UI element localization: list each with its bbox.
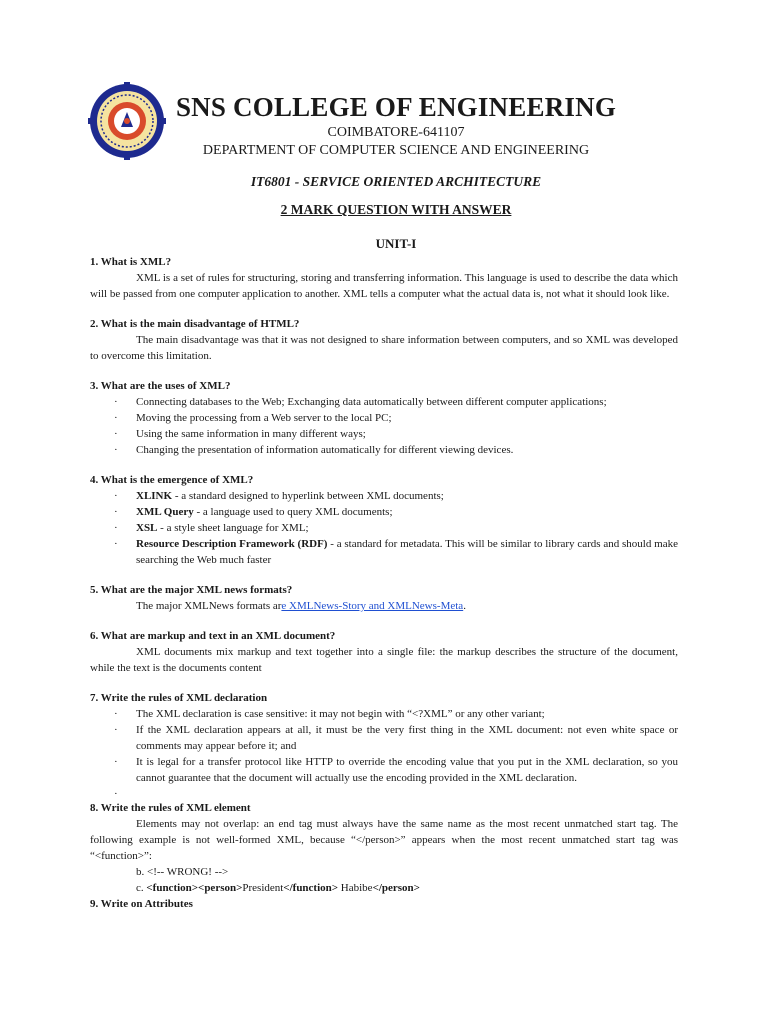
question-8: 8. Write the rules of XML element (90, 802, 251, 814)
code-tag: </function> (283, 882, 339, 894)
document-body (90, 254, 678, 912)
example-line-c (90, 880, 678, 896)
answer-2: The main disadvantage was that it was not designed to share information between computers, and so XML was developed to overcome this limitation. (90, 334, 678, 362)
list-item: · Using the same information in many different ways; (90, 426, 678, 442)
code-text: President (242, 882, 284, 894)
term: Resource Description Framework (RDF) (136, 538, 328, 550)
question-6: 6. What are markup and text in an XML document? (90, 630, 336, 642)
college-name: SNS COLLEGE OF ENGINEERING (175, 92, 617, 122)
list-item: · If the XML declaration appears at all, it must be the very first thing in the XML document: not even white space or comments may appear before it; and (90, 722, 678, 754)
answer-text: The major XMLNews formats ar (136, 600, 282, 612)
answer-3-list (90, 394, 678, 458)
code-tag: <function> (146, 882, 199, 894)
definition: - a standard for metadata. This will be similar to library cards and should make searching the Web much faster (136, 538, 678, 566)
term: XLINK (136, 490, 173, 502)
code-text: Habibe (338, 882, 373, 894)
code-text: c. (136, 882, 147, 894)
xmlnews-link[interactable]: e XMLNews-Story and XMLNews-Meta (281, 600, 464, 612)
list-item: · The XML declaration is case sensitive: it may not begin with “<?XML” or any other variant; (90, 706, 678, 722)
question-7: 7. Write the rules of XML declaration (90, 692, 268, 704)
definition: - a standard designed to hyperlink between XML documents; (172, 490, 444, 502)
definition: - a language used to query XML documents; (193, 506, 393, 518)
course-title: IT6801 - SERVICE ORIENTED ARCHITECTURE (250, 174, 542, 189)
question-9: 9. Write on Attributes (90, 898, 193, 910)
answer-1: XML is a set of rules for structuring, storing and transferring information. This language is used to describe the data which will be passed from one computer application to another. XML tells a computer what the actual data is, not what it should look like. (90, 272, 678, 300)
answer-text: . (463, 600, 466, 612)
list-item: · Changing the presentation of information automatically for different viewing devices. (90, 442, 678, 458)
question-1: 1. What is XML? (90, 256, 172, 268)
college-city: COIMBATORE-641107 (327, 125, 465, 140)
term: XSL (136, 522, 158, 534)
list-item (90, 488, 678, 504)
example-line-b: b. <!-- WRONG! --> (136, 866, 229, 878)
department-name: DEPARTMENT OF COMPUTER SCIENCE AND ENGINEERING (202, 143, 590, 158)
answer-6: XML documents mix markup and text together into a single file: the markup describes the structure of the document, while the text is the documents content (90, 646, 678, 674)
question-2: 2. What is the main disadvantage of HTML? (90, 318, 300, 330)
answer-7-list (90, 706, 678, 786)
document-title: 2 MARK QUESTION WITH ANSWER (280, 202, 512, 217)
term: XML Query (136, 506, 194, 518)
answer-8: Elements may not overlap: an end tag must always have the same name as the most recent unmatched start tag. The following example is not well-formed XML, because “</person>” appears when the most recent unmatched start tag was “<function>”: (90, 818, 678, 862)
list-item: · Moving the processing from a Web server to the local PC; (90, 410, 678, 426)
question-5: 5. What are the major XML news formats? (90, 584, 293, 596)
answer-4-list (90, 488, 678, 568)
list-item (90, 520, 678, 536)
list-item: · Connecting databases to the Web; Exchanging data automatically between different computer applications; (90, 394, 678, 410)
code-tag: </person> (372, 882, 420, 894)
code-tag: <person> (198, 882, 243, 894)
list-item (90, 536, 678, 568)
question-3: 3. What are the uses of XML? (90, 380, 231, 392)
list-item: · It is legal for a transfer protocol like HTTP to override the encoding value that you put in the XML declaration, so you cannot guarantee that the document will actually use the encoding provided in the XML declaration. (90, 754, 678, 786)
question-4: 4. What is the emergence of XML? (90, 474, 254, 486)
list-item (90, 504, 678, 520)
answer-5 (90, 598, 678, 614)
unit-heading: UNIT-I (375, 236, 417, 251)
definition: - a style sheet language for XML; (157, 522, 309, 534)
